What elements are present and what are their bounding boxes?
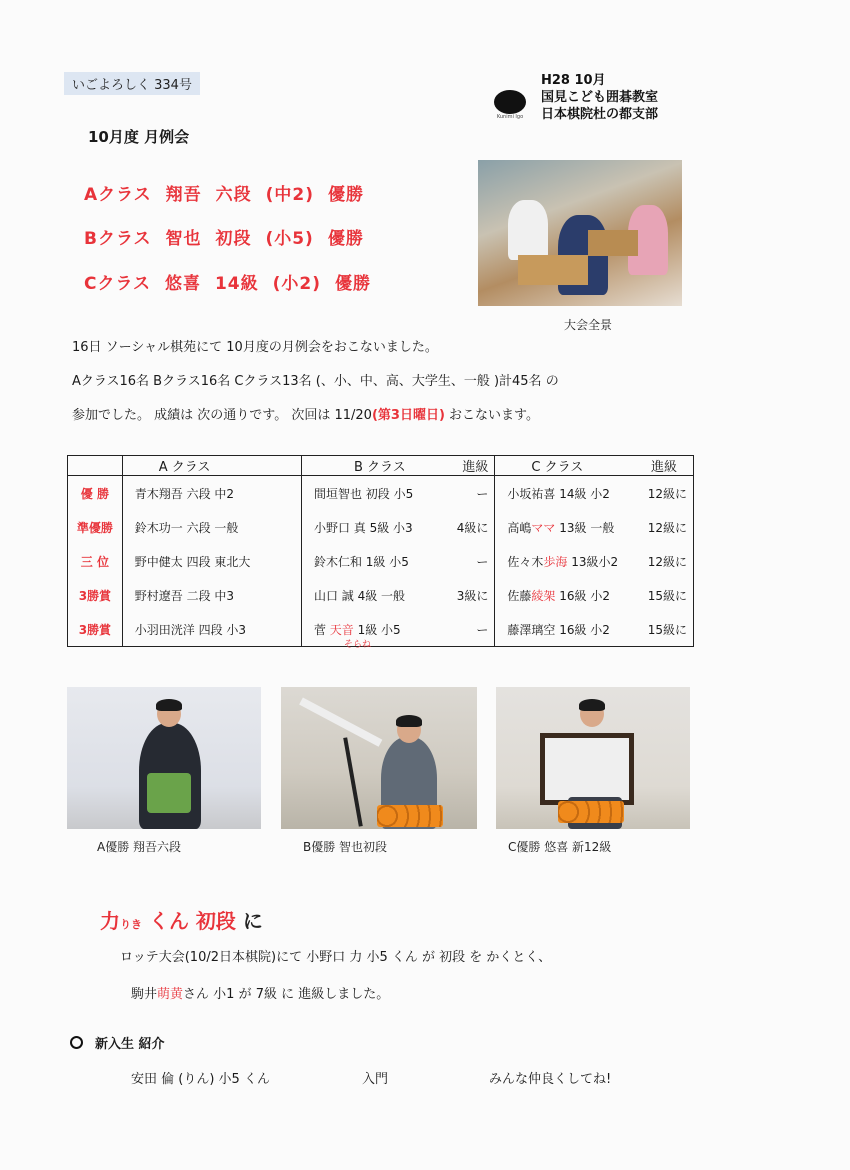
promotion-title: 力りき くん 初段 に xyxy=(100,909,263,933)
ruby-reading: そらね xyxy=(343,639,371,650)
b-class-cell: 菅 天音 1級 小5 ー そらね xyxy=(301,612,494,647)
winner-b-photo xyxy=(281,687,477,829)
b-class-cell: 山口 誠 4級 一般 3級に xyxy=(301,578,494,612)
results-table xyxy=(67,455,694,650)
report-line-1: 16日 ソーシャル棋苑にて 10月度の月例会をおこないました。 xyxy=(72,340,438,355)
header-b-class: B クラス 進級 xyxy=(301,456,494,476)
header-org-1: 国見こども囲碁教室 xyxy=(541,90,659,105)
table-header-row xyxy=(68,456,694,476)
newcomer-message: みんな仲良くしてね! xyxy=(489,1072,612,1087)
c-class-cell: 高嶋ママ 13級 一般 12級に xyxy=(507,520,687,535)
place-label: 三 位 xyxy=(68,544,123,578)
table-row xyxy=(68,612,694,647)
winner-a-caption: A優勝 翔吾六段 xyxy=(97,840,182,854)
newcomer-status: 入門 xyxy=(362,1072,389,1087)
place-label: 3勝賞 xyxy=(68,578,123,612)
report-line-3: 参加でした。 成績は 次の通りです。 次回は 11/20(第3日曜日) おこないます。 xyxy=(72,408,539,423)
a-class-cell: 野村遼吾 二段 中3 xyxy=(122,578,301,612)
report-line-2: Aクラス16名 Bクラス16名 Cクラス13名 (、小、中、高、大学生、一般 )計45名 の xyxy=(72,374,559,389)
header-info xyxy=(541,72,658,123)
tournament-photo-caption: 大会全景 xyxy=(564,318,613,332)
a-class-cell: 鈴木功一 六段 一般 xyxy=(122,510,301,544)
b-class-cell: 間垣智也 初段 小5 ー xyxy=(301,476,494,511)
header-a-class: A クラス xyxy=(122,456,301,476)
newcomer-name: 安田 倫 (りん) 小5 くん xyxy=(131,1072,270,1087)
issue-label: いごよろしく 334号 xyxy=(64,72,200,95)
table-row xyxy=(68,578,694,612)
c-class-cell: 佐藤綾架 16級 小2 15級に xyxy=(507,588,687,603)
a-class-cell: 青木翔吾 六段 中2 xyxy=(122,476,301,511)
newcomer-heading: 新入生 紹介 xyxy=(70,1033,165,1052)
winner-c-caption: C優勝 悠喜 新12級 xyxy=(508,840,612,854)
promotion-line-2: 駒井萌黄さん 小1 が 7級 に 進級しました。 xyxy=(131,987,390,1002)
place-label: 準優勝 xyxy=(68,510,123,544)
place-label: 3勝賞 xyxy=(68,612,123,647)
a-class-cell: 野中健太 四段 東北大 xyxy=(122,544,301,578)
place-label: 優 勝 xyxy=(68,476,123,511)
promotion-line-1: ロッテ大会(10/2日本棋院)にて 小野口 力 小5 くん が 初段 を かくとく、 xyxy=(120,950,552,965)
header-c-class: C クラス 進級 xyxy=(495,456,694,476)
c-class-cell: 佐々木歩海 13級小2 12級に xyxy=(507,554,687,569)
logo-caption: Kunimi Igo xyxy=(496,114,524,120)
b-class-cell: 鈴木仁和 1級 小5 ー xyxy=(301,544,494,578)
winner-a: Aクラス 翔吾 六段 (中2) 優勝 xyxy=(84,185,365,205)
circle-bullet-icon xyxy=(70,1036,83,1049)
winner-a-photo xyxy=(67,687,261,829)
header-date: H28 10月 xyxy=(541,73,606,88)
winner-c: Cクラス 悠喜 14級 (小2) 優勝 xyxy=(84,274,372,294)
b-class-cell: 小野口 真 5級 小3 4級に xyxy=(301,510,494,544)
table-row xyxy=(68,476,694,511)
event-title: 10月度 月例会 xyxy=(88,128,190,146)
go-stone-logo xyxy=(493,90,527,120)
winner-b: Bクラス 智也 初段 (小5) 優勝 xyxy=(84,229,364,249)
c-class-cell: 小坂祐喜 14級 小2 12級に xyxy=(507,486,687,501)
winner-b-caption: B優勝 智也初段 xyxy=(303,840,388,854)
a-class-cell: 小羽田洸洋 四段 小3 xyxy=(122,612,301,647)
winner-c-photo xyxy=(496,687,690,829)
table-row xyxy=(68,510,694,544)
header-org-2: 日本棋院杜の都支部 xyxy=(541,107,659,122)
table-row xyxy=(68,544,694,578)
c-class-cell: 藤澤璃空 16級 小2 15級に xyxy=(507,622,687,637)
tournament-photo xyxy=(478,160,682,306)
